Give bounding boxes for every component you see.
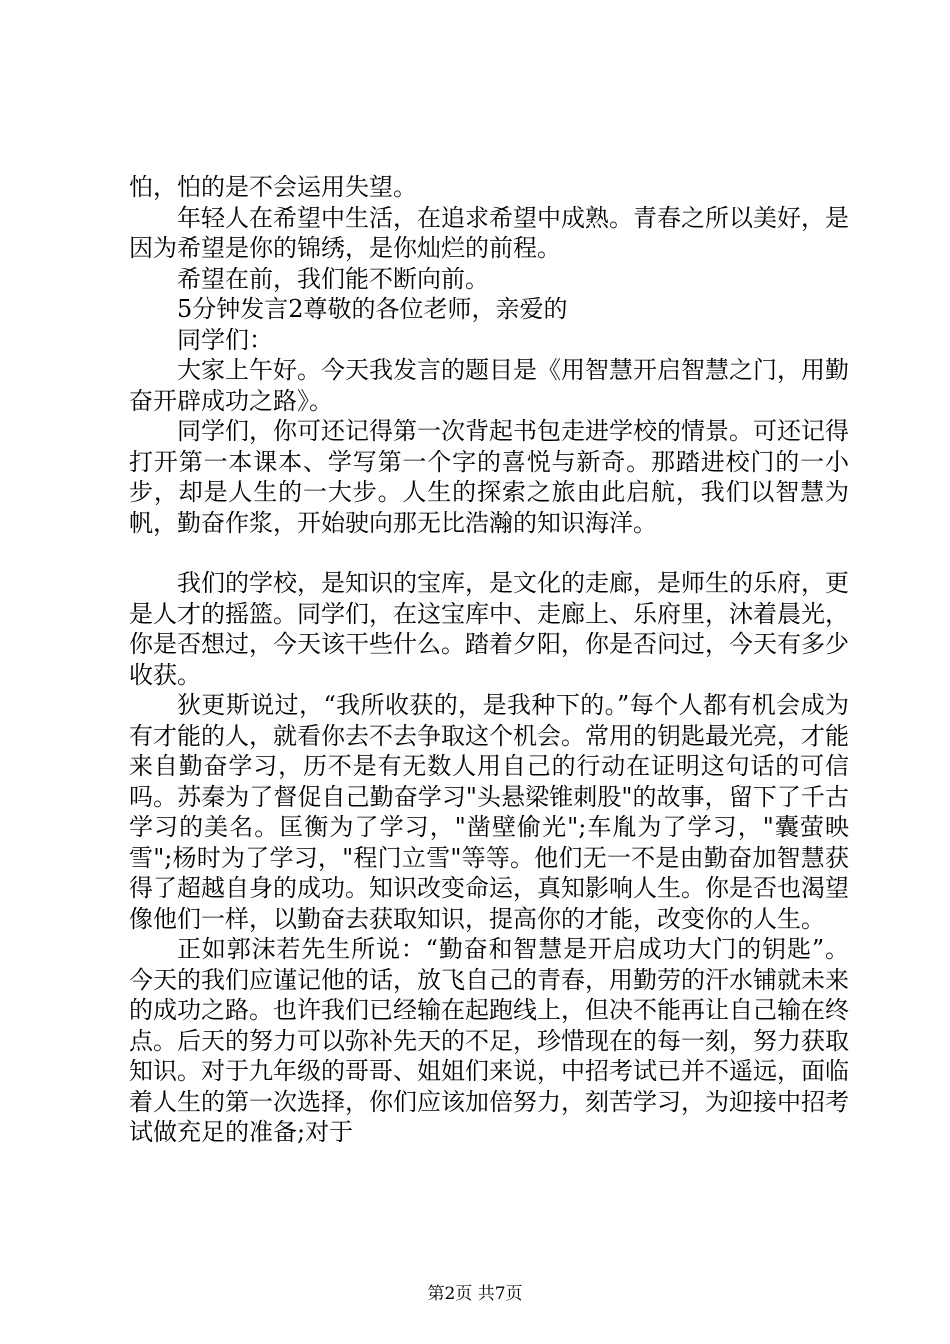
paragraph: 正如郭沫若先生所说：“勤奋和智慧是开启成功大门的钥匙”。今天的我们应谨记他的话，放飞自己的青春，用勤劳的汗水铺就未来的成功之路。也许我们已经输在起跑线上，但决不能再让自己输在终点。后天的努力可以弥补先天的不足，珍惜现在的每一刻，努力获取知识。对于九年级的哥哥、姐姐们来说，中招考试已并不遥远，面临着人生的第一次选择，你们应该加倍努力，刻苦学习，为迎接中招考试做充足的准备;对于 (129, 935, 849, 1146)
paragraph: 年轻人在希望中生活，在追求希望中成熟。青春之所以美好，是因为希望是你的锦绣，是你灿烂的前程。 (129, 203, 849, 262)
paragraph: 希望在前，我们能不断向前。 (177, 264, 489, 293)
salutation: 同学们： (177, 325, 273, 354)
paragraph: 狄更斯说过，“我所收获的，是我种下的。”每个人都有机会成为有才能的人，就看你去不去争取这个机会。常用的钥匙最光亮，才能来自勤奋学习，历不是有无数人用自己的行动在证明这句话的可信吗。苏秦为了督促自己勤奋学习"头悬梁锥刺股"的故事，留下了千古学习的美名。匡衡为了学习，"凿壁偷光";车胤为了学习，"囊萤映雪";杨时为了学习，"程门立雪"等等。他们无一不是由勤奋加智慧获得了超越自身的成功。知识改变命运，真知影响人生。你是否也渴望像他们一样，以勤奋去获取知识，提高你的才能，改变你的人生。 (129, 691, 849, 933)
page-number-footer: 第2页 共7页 (427, 1284, 523, 1304)
paragraph: 同学们，你可还记得第一次背起书包走进学校的情景。可还记得打开第一本课本、学写第一个字的喜悦与新奇。那踏进校门的一小步，却是人生的一大步。人生的探索之旅由此启航，我们以智慧为帆，勤奋作浆，开始驶向那无比浩瀚的知识海洋。 (129, 417, 849, 537)
document-body (129, 172, 849, 1148)
paragraph: 怕，怕的是不会运用失望。 (129, 173, 417, 201)
section-heading-line: 5分钟发言2尊敬的各位老师，亲爱的 (177, 295, 568, 323)
paragraph: 大家上午好。今天我发言的题目是《用智慧开启智慧之门，用勤奋开辟成功之路》。 (129, 356, 849, 415)
paragraph: 我们的学校，是知识的宝库，是文化的走廊，是师生的乐府，更是人才的摇篮。同学们，在这宝库中、走廊上、乐府里，沐着晨光，你是否想过，今天该干些什么。踏着夕阳，你是否问过，今天有多少收获。 (129, 569, 849, 689)
